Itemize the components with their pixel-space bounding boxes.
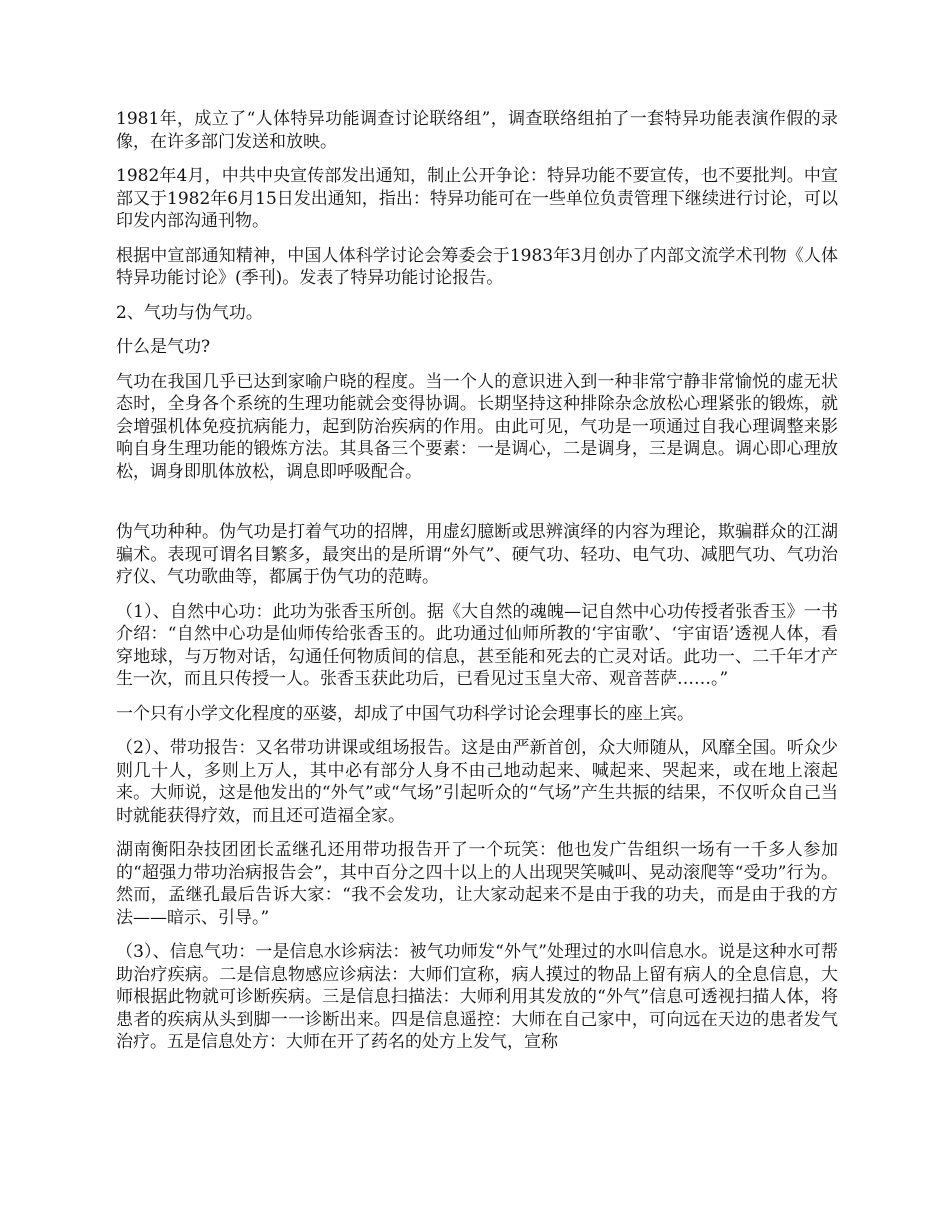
paragraph-1982-propaganda-notice: 1982年4月，中共中央宣传部发出通知，制止公开争论：特异功能不要宣传，也不要批判。中宣部又于1982年6月15日发出通知，指出：特异功能可在一些单位负责管理下继续进行讨论，可以印发内部沟通刊物。 bbox=[116, 166, 838, 231]
question-what-is-qigong: 什么是气功? bbox=[116, 337, 211, 357]
paragraph-qigong-definition: 气功在我国几乎已达到家喻户晓的程度。当一个人的意识进入到一种非常宁静非常愉悦的虚无状态时，全身各个系统的生理功能就会变得协调。长期坚持这种排除杂念放松心理紧张的锻炼，就会增强机体免疫抗病能力，起到防治疾病的作用。由此可见，气功是一项通过自我心理调整来影响自身生理功能的锻炼方法。其具备三个要素：一是调心，二是调身，三是调息。调心即心理放松，调身即肌体放松，调息即呼吸配合。 bbox=[116, 371, 838, 482]
paragraph-pseudo-qigong: 伪气功种种。伪气功是打着气功的招牌，用虚幻臆断或思辨演绎的内容为理论，欺骗群众的江湖骗术。表现可谓名目繁多，最突出的是所谓“外气”、硬气功、轻功、电气功、减肥气功、气功治疗仪、气功歌曲等，都属于伪气功的范畴。 bbox=[116, 522, 838, 587]
section-heading-qigong: 2、气功与伪气功。 bbox=[116, 302, 263, 323]
paragraph-item-1-nature-center: （1）、自然中心功：此功为张香玉所创。据《大自然的魂魄—记自然中心功传授者张香玉》一书介绍：“自然中心功是仙师传给张香玉的。此功通过仙师所教的‘宇宙歌’、‘宇宙语’透视人体，看穿地球，与万物对话，勾通任何物质间的信息，甚至能和死去的亡灵对话。此功一、二千年才产生一次，而且只传授一人。张香玉获此功后，已看见过玉皇大帝、观音菩萨……。” bbox=[116, 601, 838, 689]
paragraph-witch-remark: 一个只有小学文化程度的巫婆，却成了中国气功科学讨论会理事长的座上宾。 bbox=[116, 703, 694, 724]
paragraph-journal-founding: 根据中宣部通知精神，中国人体科学讨论会筹委会于1983年3月创办了内部文流学术刊物《人体特异功能讨论》(季刊)。发表了特异功能讨论报告。 bbox=[116, 245, 838, 288]
paragraph-hengyang-joke: 湖南衡阳杂技团团长孟继孔还用带功报告开了一个玩笑：他也发广告组织一场有一千多人参加的“超强力带功治病报告会”，其中百分之四十以上的人出现哭笑喊叫、晃动滚爬等“受功”行为。然而，孟继孔最后告诉大家：“我不会发功，让大家动起来不是由于我的功夫，而是由于我的方法——暗示、引导。” bbox=[116, 840, 838, 928]
paragraph-item-2-lecture: （2）、带功报告：又名带功讲课或组场报告。这是由严新首创，众大师随从，风靡全国。听众少则几十人，多则上万人，其中必有部分人身不由己地动起来、喊起来、哭起来，或在地上滚起来。大师说，这是他发出的“外气”或“气场”引起听众的“气场”产生共振的结果，不仅听众自己当时就能获得疗效，而且还可造福全家。 bbox=[116, 738, 838, 826]
paragraph-item-3-information-qigong: （3）、信息气功：一是信息水诊病法：被气功师发“外气”处理过的水叫信息水。说是这种水可帮助治疗疾病。二是信息物感应诊病法：大师们宣称，病人摸过的物品上留有病人的全息信息，大师根据此物就可诊断疾病。三是信息扫描法：大师利用其发放的“外气”信息可透视扫描人体，将患者的疾病从头到脚一一诊断出来。四是信息遥控：大师在自己家中，可向远在天边的患者发气治疗。五是信息处方：大师在开了药名的处方上发气，宣称 bbox=[116, 942, 838, 1052]
paragraph-1981-contact-group: 1981年，成立了“人体特异功能调查讨论联络组”，调查联络组拍了一套特异功能表演作假的录像，在许多部门发送和放映。 bbox=[116, 109, 838, 152]
document-body bbox=[116, 108, 838, 1066]
